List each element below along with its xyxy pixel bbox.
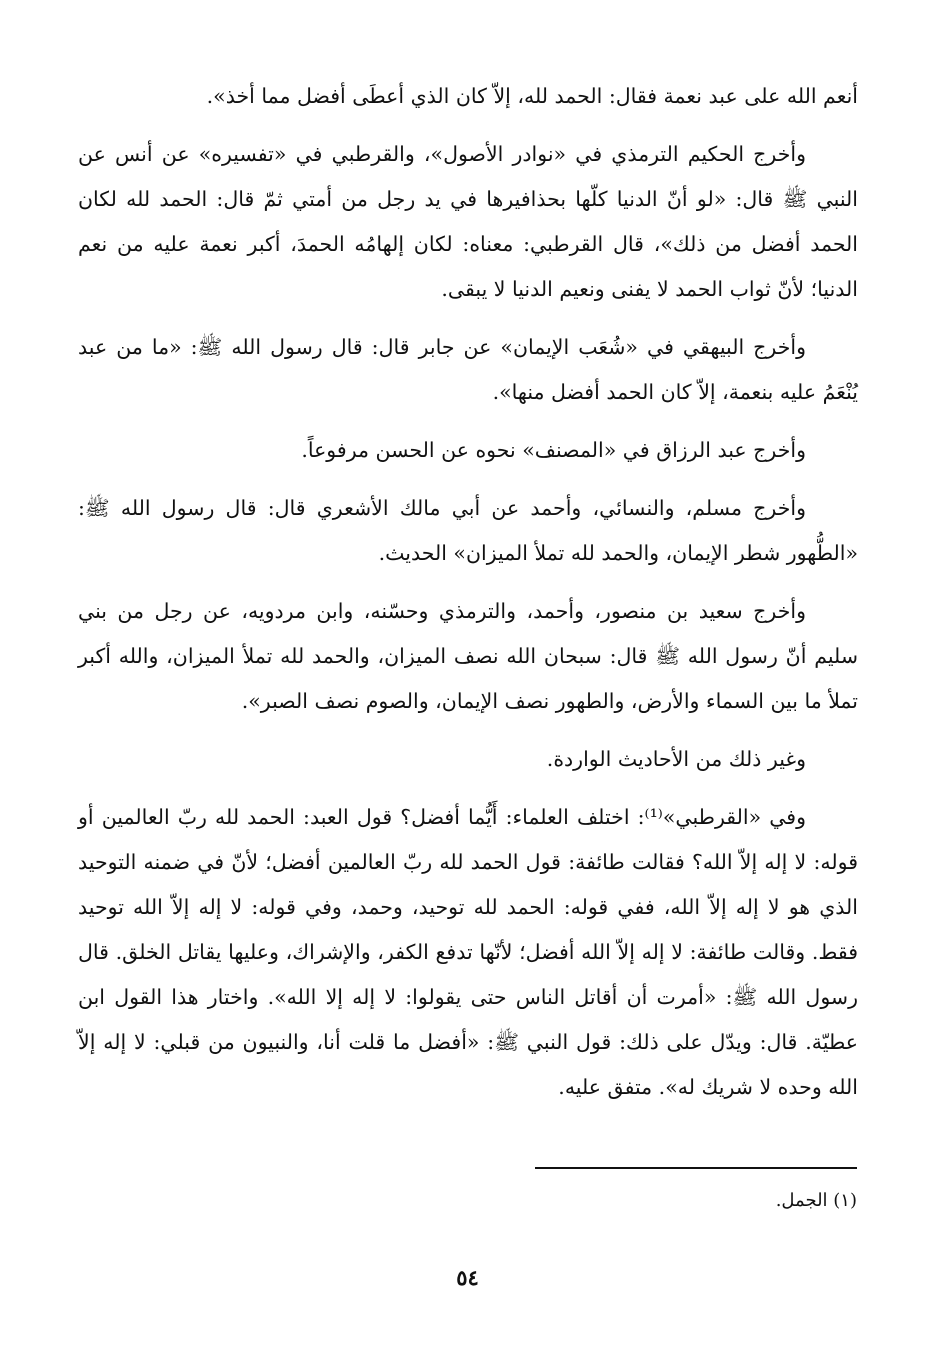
paragraph: وفي «القرطبي»⁽¹⁾: اختلف العلماء: أَيُّما أفضل؟ قول العبد: الحمد لله ربّ العالمين أو قوله: لا إله إلاّ الله؟ فقالت طائفة: قول الحمد لله ربّ العالمين أفضل؛ لأنّ في ضمنه التوحيد الذي هو لا إله إلاّ الله، ففي قوله: الحمد لله توحيد، وحمد، وفي قوله: لا إله إلاّ الله توحيد فقط. وقالت طائفة: لا إله إلاّ الله أفضل؛ لأنّها تدفع الكفر، والإشراك، وعليها يقاتل الخلق. قال رسول الله ﷺ: «أمرت أن أقاتل الناس حتى يقولوا: لا إله إلا الله». واختار هذا القول ابن عطيّة. قال: ويدّل على ذلك: قول النبي ﷺ: «أفضل ما قلت أنا، والنبيون من قبلي: لا إله إلاّ الله وحده لا شريك له». متفق عليه. <box>78 805 858 1099</box>
paragraph: وأخرج الحكيم الترمذي في «نوادر الأصول»، والقرطبي في «تفسيره» عن أنس عن النبي ﷺ قال: «لو أنّ الدنيا كلّها بحذافيرها في يد رجل من أمتي ثمّ قال: الحمد لله لكان الحمد أفضل من ذلك»، قال القرطبي: معناه: لكان إلهامُه الحمدَ، أكبر نعمة عليه من نعم الدنيا؛ لأنّ ثواب الحمد لا يفنى ونعيم الدنيا لا يبقى. <box>78 142 858 301</box>
page-body <box>78 74 858 1123</box>
paragraph: وغير ذلك من الأحاديث الواردة. <box>546 747 806 771</box>
paragraph: وأخرج عبد الرزاق في «المصنف» نحوه عن الحسن مرفوعاً. <box>301 438 806 462</box>
paragraph: وأخرج البيهقي في «شُعَب الإيمان» عن جابر قال: قال رسول الله ﷺ: «ما من عبد يُنْعَمُ عليه بنعمة، إلاّ كان الحمد أفضل منها». <box>78 335 858 404</box>
paragraph: أنعم الله على عبد نعمة فقال: الحمد لله، إلاّ كان الذي أعطَى أفضل مما أخذ». <box>206 84 858 108</box>
paragraph: وأخرج مسلم، والنسائي، وأحمد عن أبي مالك الأشعري قال: قال رسول الله ﷺ: «الطُّهور شطر الإيمان، والحمد لله تملأ الميزان» الحديث. <box>78 496 858 565</box>
paragraph: وأخرج سعيد بن منصور، وأحمد، والترمذي وحسّنه، وابن مردويه، عن رجل من بني سليم أنّ رسول الله ﷺ قال: سبحان الله نصف الميزان، والحمد لله تملأ الميزان، والله أكبر تملأ ما بين السماء والأرض، والطهور نصف الإيمان، والصوم نصف الصبر». <box>78 599 858 713</box>
footnote: (١) الجمل. <box>775 1190 857 1211</box>
footnote-divider <box>535 1167 857 1169</box>
page-number: ٥٤ <box>456 1265 479 1290</box>
